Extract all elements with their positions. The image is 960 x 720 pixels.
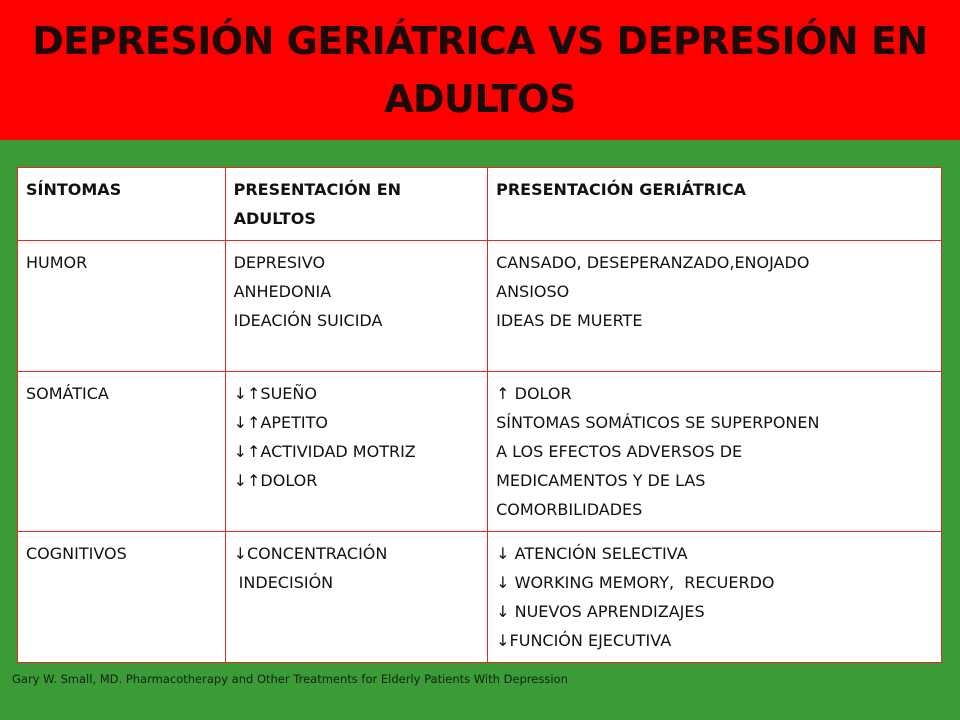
symptom-cell: COGNITIVOS (18, 532, 226, 663)
comparison-table (17, 167, 942, 663)
adults-cell (225, 372, 488, 532)
geriatric-line: ↓FUNCIÓN EJECUTIVA (496, 631, 672, 650)
adults-line: IDEACIÓN SUICIDA (233, 311, 383, 330)
geriatric-cell (488, 372, 942, 532)
adults-line: ↓↑DOLOR (233, 471, 318, 490)
table-row-somatica (18, 372, 942, 532)
geriatric-line: ↓ WORKING MEMORY, RECUERDO (496, 573, 775, 592)
citation-footnote: Gary W. Small, MD. Pharmacotherapy and Other Treatments for Elderly Patients With Depression (12, 672, 568, 686)
header-presentacion-geriatrica: PRESENTACIÓN GERIÁTRICA (488, 168, 942, 241)
geriatric-line: MEDICAMENTOS Y DE LAS (496, 471, 706, 490)
adults-line: ↓↑ACTIVIDAD MOTRIZ (233, 442, 416, 461)
symptom-cell: SOMÁTICA (18, 372, 226, 532)
adults-line: INDECISIÓN (233, 573, 334, 592)
header-presentacion-adultos: PRESENTACIÓN EN ADULTOS (225, 168, 488, 241)
table-row-cognitivos (18, 532, 942, 663)
geriatric-line: IDEAS DE MUERTE (496, 311, 643, 330)
geriatric-cell (488, 532, 942, 663)
geriatric-line: A LOS EFECTOS ADVERSOS DE (496, 442, 743, 461)
geriatric-line: ↓ NUEVOS APRENDIZAJES (496, 602, 705, 621)
header-sintomas: SÍNTOMAS (18, 168, 226, 241)
adults-cell (225, 532, 488, 663)
geriatric-line: CANSADO, DESEPERANZADO,ENOJADO (496, 253, 810, 272)
adults-line: ↓CONCENTRACIÓN (233, 544, 388, 563)
adults-cell (225, 241, 488, 372)
adults-line: DEPRESIVO (233, 253, 326, 272)
adults-line: ↓↑APETITO (233, 413, 328, 432)
geriatric-line: ANSIOSO (496, 282, 570, 301)
geriatric-line: ↓ ATENCIÓN SELECTIVA (496, 544, 688, 563)
adults-line: ANHEDONIA (233, 282, 332, 301)
title-banner (0, 0, 960, 140)
table-row-humor (18, 241, 942, 372)
geriatric-line: SÍNTOMAS SOMÁTICOS SE SUPERPONEN (496, 413, 820, 432)
geriatric-line: COMORBILIDADES (496, 500, 643, 519)
geriatric-line: ↑ DOLOR (496, 384, 572, 403)
comparison-table-container (17, 167, 942, 663)
table-header-row (18, 168, 942, 241)
slide-title: DEPRESIÓN GERIÁTRICA VS DEPRESIÓN EN ADULTOS (32, 19, 928, 121)
adults-line: ↓↑SUEÑO (233, 384, 317, 403)
symptom-cell: HUMOR (18, 241, 226, 372)
geriatric-cell (488, 241, 942, 372)
